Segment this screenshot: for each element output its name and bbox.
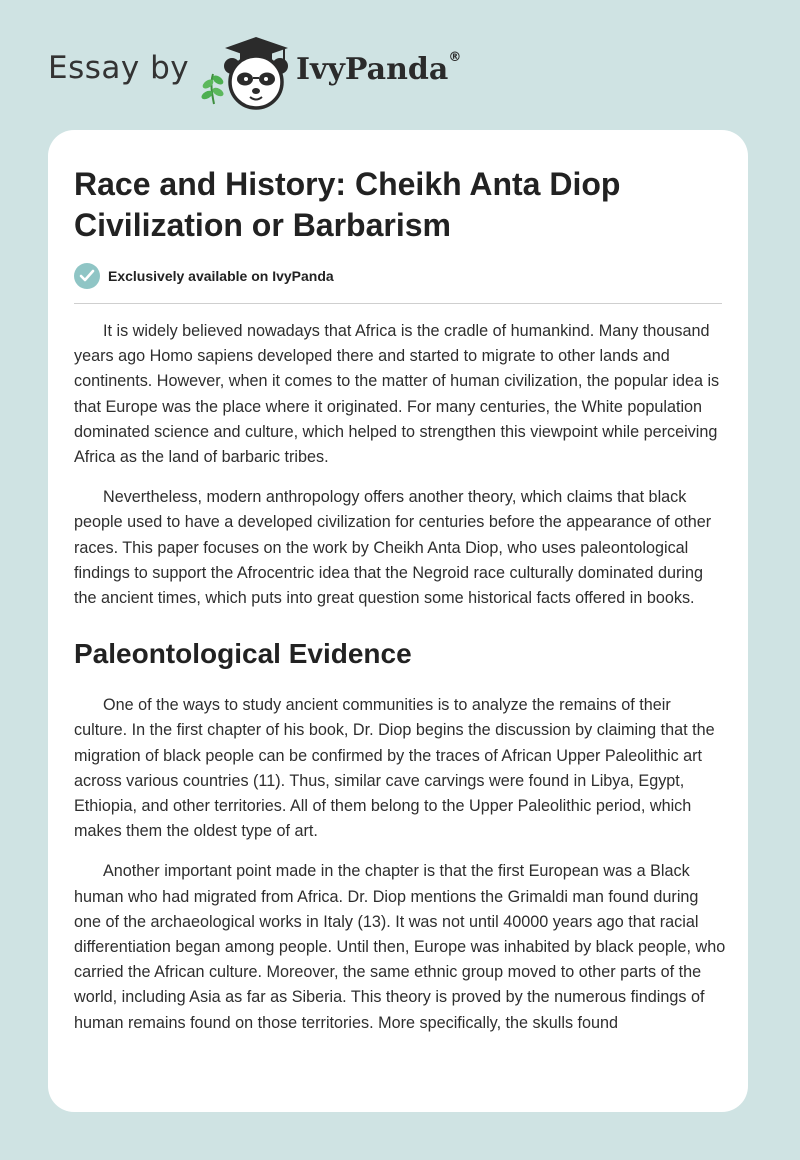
page-title: Race and History: Cheikh Anta Diop Civilization or Barbarism [74,166,621,243]
registered-mark: ® [448,50,462,65]
paragraph: Another important point made in the chapter is that the first European was a Black human who had migrated from Africa. Dr. Diop mentions the Grimaldi man found during one of the archaeological works in Italy (13). It was not until 40000 years ago that racial differentiation began among people. Until then, Europe was inhabited by black people, who carried the African culture. Moreover, the same ethnic group moved to other parts of the world, including Asia as far as Siberia. This theory is proved by the numerous findings of human remains found on those territories. More specifically, the skulls found [74,862,726,1032]
panda-graduate-icon[interactable] [200,34,292,110]
leaf-icon [200,74,225,104]
essay-body [74,319,726,1051]
site-header [0,0,800,120]
exclusive-badge [74,262,334,290]
essay-card [48,130,748,1112]
check-circle-icon [74,263,100,289]
divider [74,303,722,304]
brand-label: IvyPanda [296,52,449,87]
paragraph: Nevertheless, modern anthropology offers another theory, which claims that black people used to have a developed civilization for centuries before the appearance of other races. This paper focuses on the work by Cheikh Anta Diop, who uses paleontological findings to support the Afrocentric idea that the Negroid race culturally dominated during the ancient times, which puts into great question some historical facts offered in books. [74,488,712,608]
paragraph: It is widely believed nowadays that Africa is the cradle of humankind. Many thousand years ago Homo sapiens developed there and started to migrate to other lands and continents. However, when it comes to the matter of human civilization, the popular idea is that Europe was the place where it originated. For many centuries, the White population dominated science and culture, which helped to strengthen this viewpoint while perceiving Africa as the land of barbaric tribes. [74,322,720,467]
exclusive-label: Exclusively available on IvyPanda [108,268,334,284]
essay-by-label: Essay by [48,50,190,86]
section-heading: Paleontological Evidence [74,638,412,670]
paragraph: One of the ways to study ancient communities is to analyze the remains of their culture. In the first chapter of his book, Dr. Diop begins the discussion by claiming that the migration of black people can be confirmed by the traces of African Upper Paleolithic art across various countries (11). Thus, similar cave carvings were found in Libya, Egypt, Ethiopia, and other territories. All of them belong to the Upper Paleolithic period, which makes them the oldest type of art. [74,696,715,841]
brand-name[interactable] [296,52,461,87]
